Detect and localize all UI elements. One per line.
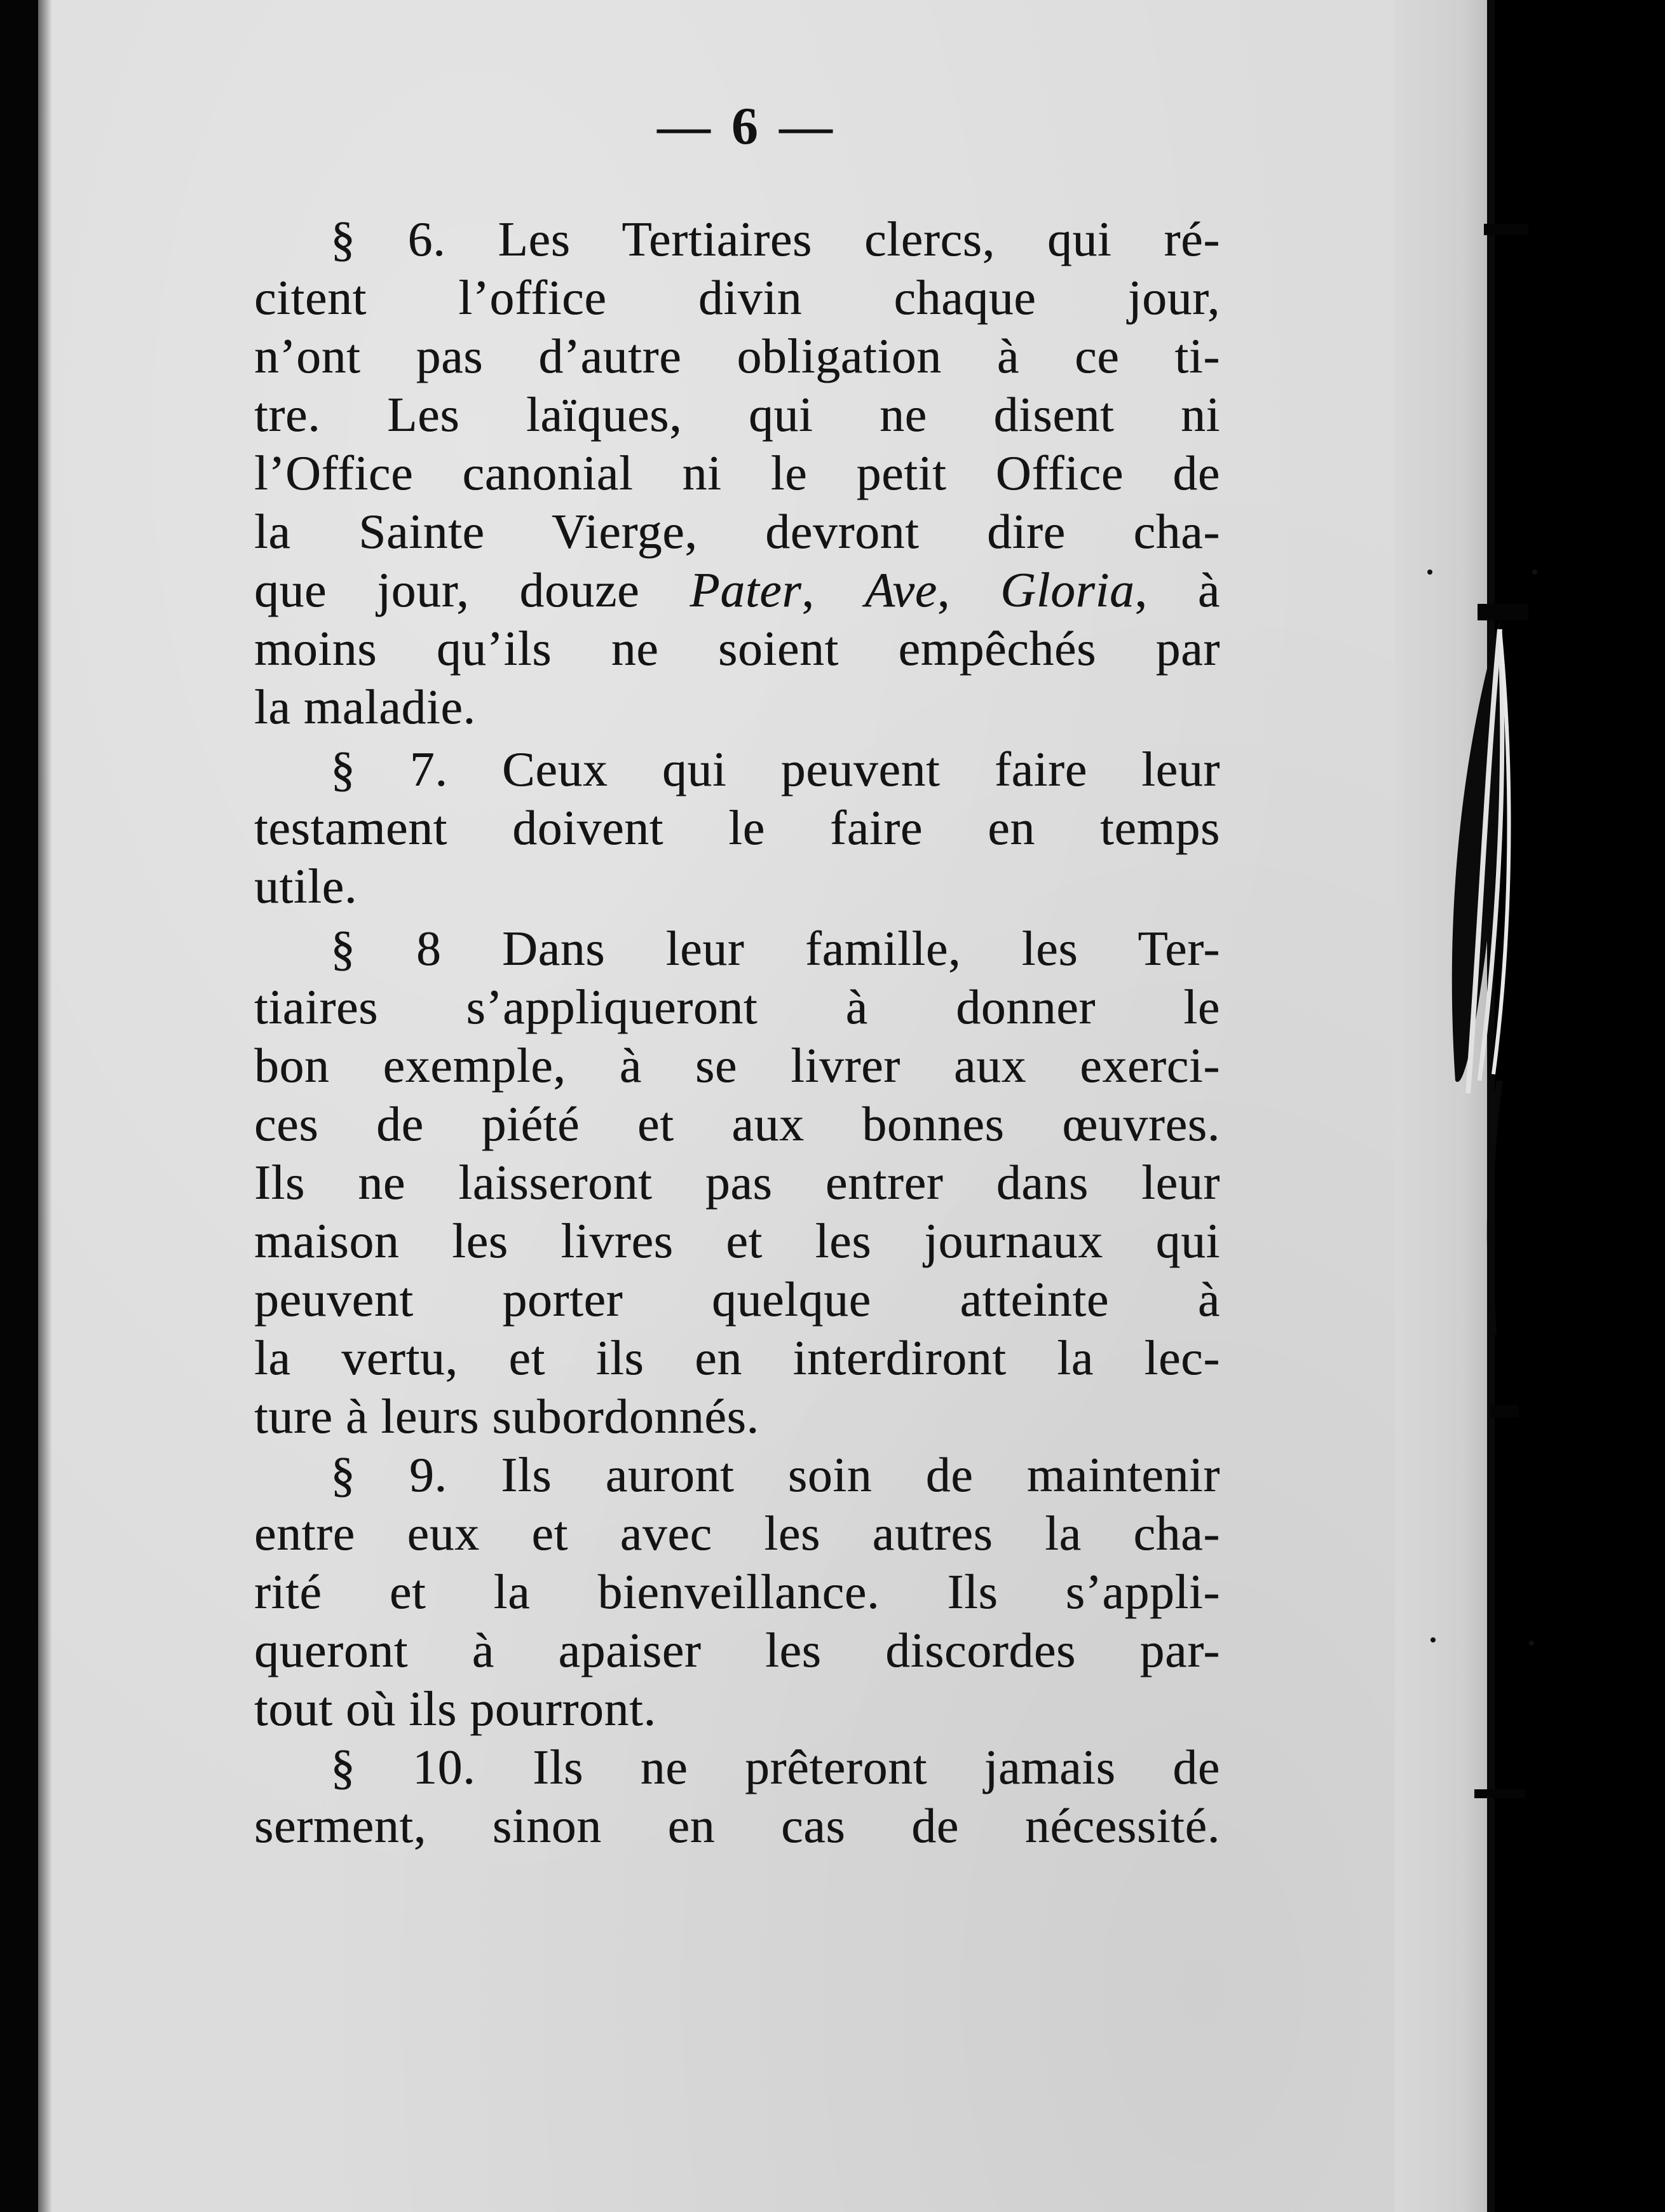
text-line: peuvent porter quelque atteinte à — [254, 1272, 1220, 1327]
text-line: ces de piété et aux bonnes œuvres. — [254, 1096, 1220, 1151]
speck — [1529, 1641, 1534, 1646]
text-line: § 10. Ils ne prêteront jamais de — [330, 1740, 1220, 1794]
text-line: la maladie. — [254, 679, 476, 734]
paragraph-7 — [254, 740, 1220, 915]
text-line: § 6. Les Tertiaires clercs, qui ré- — [330, 212, 1220, 266]
text-line: ture à leurs subordonnés. — [254, 1389, 759, 1444]
text-line: testament doivent le faire en temps — [254, 800, 1220, 855]
paragraph-9 — [254, 1445, 1220, 1738]
body-text — [254, 210, 1220, 1855]
page-shadow — [38, 0, 52, 2212]
paragraph-6 — [254, 210, 1220, 736]
speck — [1431, 1637, 1436, 1642]
stitch-mark — [1478, 604, 1528, 620]
text-line: utile. — [254, 859, 358, 913]
text-line: rité et la bienveillance. Ils s’appli- — [254, 1564, 1220, 1619]
stitch-mark — [1484, 224, 1528, 235]
text-line: tre. Les laïques, qui ne disent ni — [254, 387, 1220, 442]
text-line: bon exemple, à se livrer aux exerci- — [254, 1038, 1220, 1093]
text-line: queront à apaiser les discordes par- — [254, 1623, 1220, 1677]
stitch-mark — [1490, 1405, 1519, 1417]
text-line: la vertu, et ils en interdiront la lec- — [254, 1330, 1220, 1385]
page-number: — 6 — — [657, 97, 836, 156]
thread-strand — [1490, 1081, 1500, 1335]
text-line: maison les livres et les journaux qui — [254, 1213, 1220, 1268]
text-line: que jour, douze Pater, Ave, Gloria, à — [254, 563, 1220, 617]
speck — [1427, 570, 1432, 575]
paragraph-10 — [254, 1738, 1220, 1855]
scan-left-edge — [0, 0, 38, 2212]
text-line: citent l’office divin chaque jour, — [254, 270, 1220, 325]
text-line: serment, sinon en cas de nécessité. — [254, 1798, 1220, 1853]
binding-thread-graphic — [1404, 0, 1544, 2212]
text-line: tiaires s’appliqueront à donner le — [254, 980, 1220, 1034]
text-line: n’ont pas d’autre obligation à ce ti- — [254, 329, 1220, 383]
stitch-mark — [1474, 1789, 1525, 1798]
text-line: § 8 Dans leur famille, les Ter- — [330, 921, 1220, 976]
text-line: entre eux et avec les autres la cha- — [254, 1506, 1220, 1560]
text-line: § 7. Ceux qui peuvent faire leur — [330, 742, 1220, 796]
paragraph-8 — [254, 919, 1220, 1445]
text-line: la Sainte Vierge, devront dire cha- — [254, 504, 1220, 559]
text-line: § 9. Ils auront soin de maintenir — [330, 1447, 1220, 1502]
speck — [1532, 570, 1537, 575]
text-line: tout où ils pourront. — [254, 1681, 656, 1736]
text-line: Ils ne laisseront pas entrer dans leur — [254, 1155, 1220, 1210]
text-line: moins qu’ils ne soient empêchés par — [254, 621, 1220, 676]
text-line: l’Office canonial ni le petit Office de — [254, 446, 1220, 500]
